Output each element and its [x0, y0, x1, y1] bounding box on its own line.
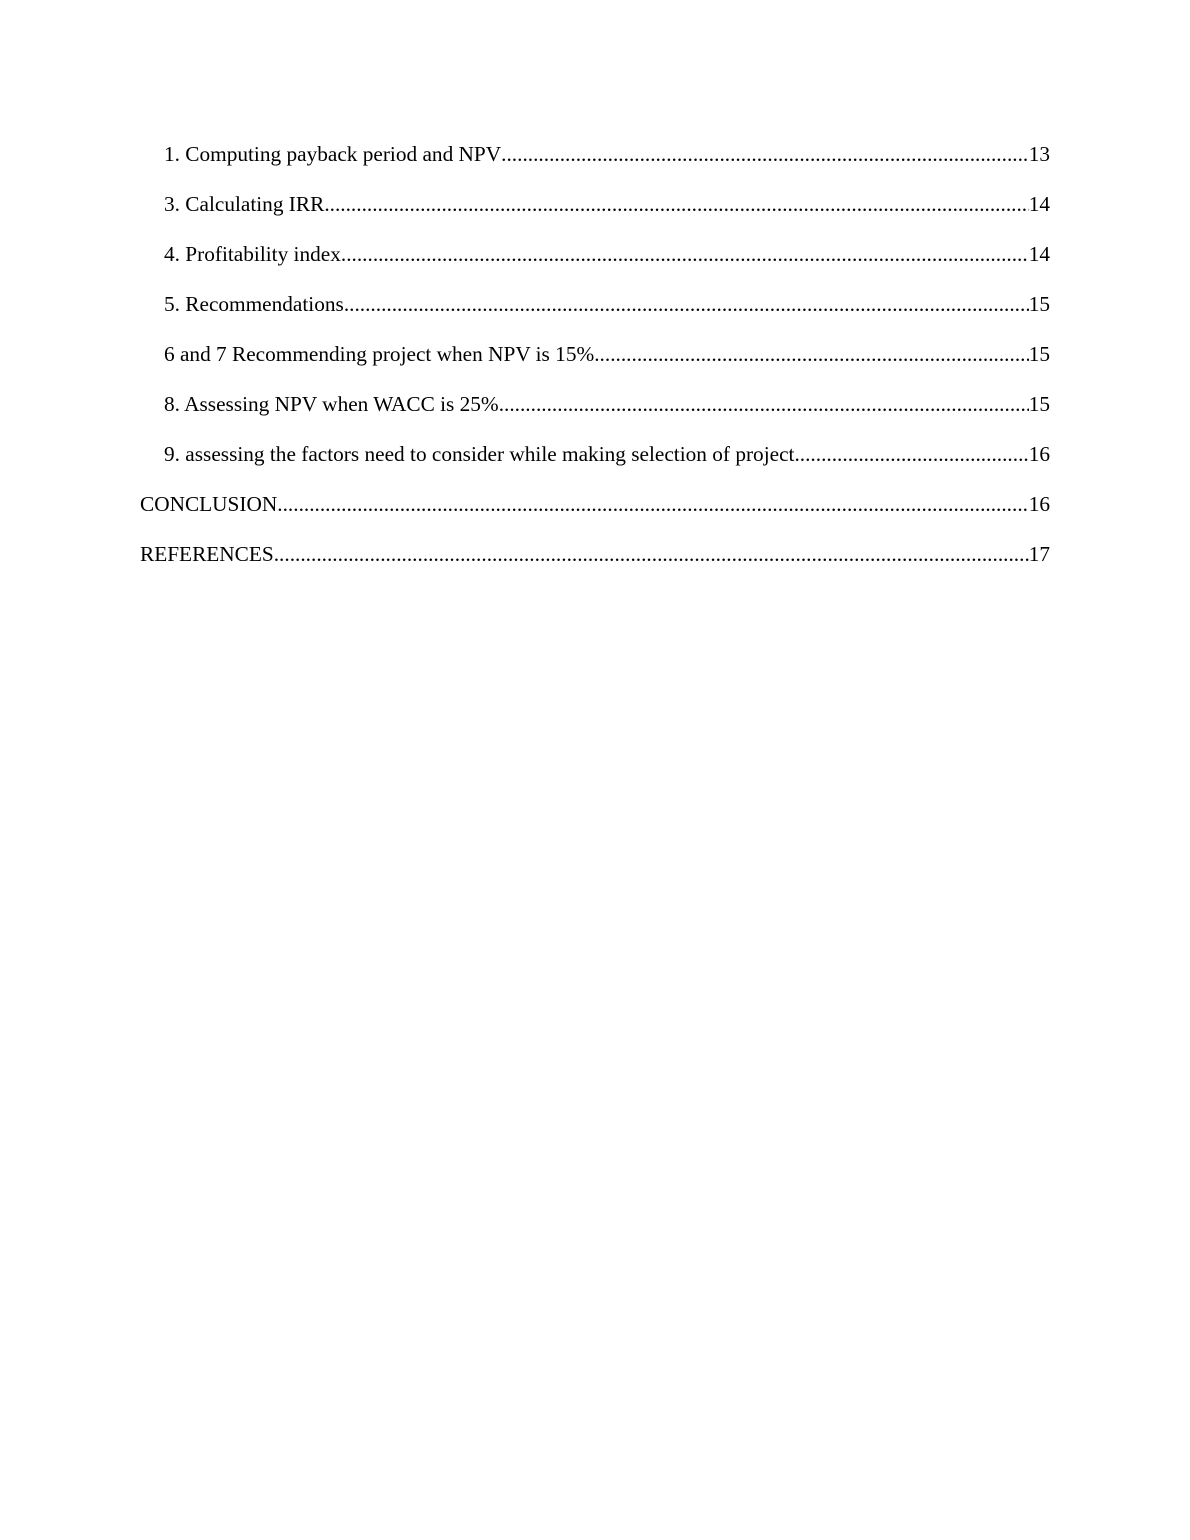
toc-entry-conclusion[interactable] — [140, 489, 1050, 539]
toc-page-number: 13 — [1028, 142, 1050, 166]
toc-entry-label: 4. Profitability index — [164, 242, 341, 266]
toc-entry-assessing-npv-wacc[interactable] — [140, 389, 1050, 439]
toc-dot-leader — [341, 239, 1029, 269]
toc-entry-irr[interactable] — [140, 189, 1050, 239]
toc-dot-leader — [324, 189, 1028, 219]
toc-dot-leader — [794, 439, 1028, 469]
toc-entry-label: REFERENCES — [140, 542, 274, 566]
toc-entry-label: 9. assessing the factors need to consider while making selection of project — [164, 442, 795, 466]
toc-entry-label: 8. Assessing NPV when WACC is 25% — [164, 392, 499, 416]
toc-entry-payback-npv[interactable] — [140, 139, 1050, 189]
toc-dot-leader — [277, 489, 1028, 519]
toc-dot-leader — [499, 389, 1029, 419]
toc-page-number: 14 — [1028, 242, 1050, 266]
toc-page-number: 16 — [1028, 492, 1050, 516]
toc-entry-label: 5. Recommendations — [164, 292, 344, 316]
toc-page-number: 15 — [1028, 342, 1050, 366]
toc-dot-leader — [501, 139, 1029, 169]
toc-entry-label: 3. Calculating IRR — [164, 192, 325, 216]
toc-dot-leader — [274, 539, 1029, 569]
toc-page-number: 17 — [1028, 542, 1050, 566]
toc-entry-profitability-index[interactable] — [140, 239, 1050, 289]
toc-page-number: 16 — [1028, 442, 1050, 466]
toc-entry-references[interactable] — [140, 539, 1050, 589]
toc-entry-selection-factors[interactable] — [140, 439, 1050, 489]
toc-dot-leader — [344, 289, 1029, 319]
toc-page-number: 14 — [1028, 192, 1050, 216]
toc-entry-recommendations[interactable] — [140, 289, 1050, 339]
table-of-contents — [140, 139, 1050, 589]
toc-page-number: 15 — [1028, 292, 1050, 316]
toc-entry-label: 6 and 7 Recommending project when NPV is 15% — [164, 342, 595, 366]
toc-page-number: 15 — [1028, 392, 1050, 416]
toc-entry-recommending-project[interactable] — [140, 339, 1050, 389]
toc-dot-leader — [594, 339, 1028, 369]
toc-entry-label: 1. Computing payback period and NPV — [164, 142, 502, 166]
toc-entry-label: CONCLUSION — [140, 492, 278, 516]
